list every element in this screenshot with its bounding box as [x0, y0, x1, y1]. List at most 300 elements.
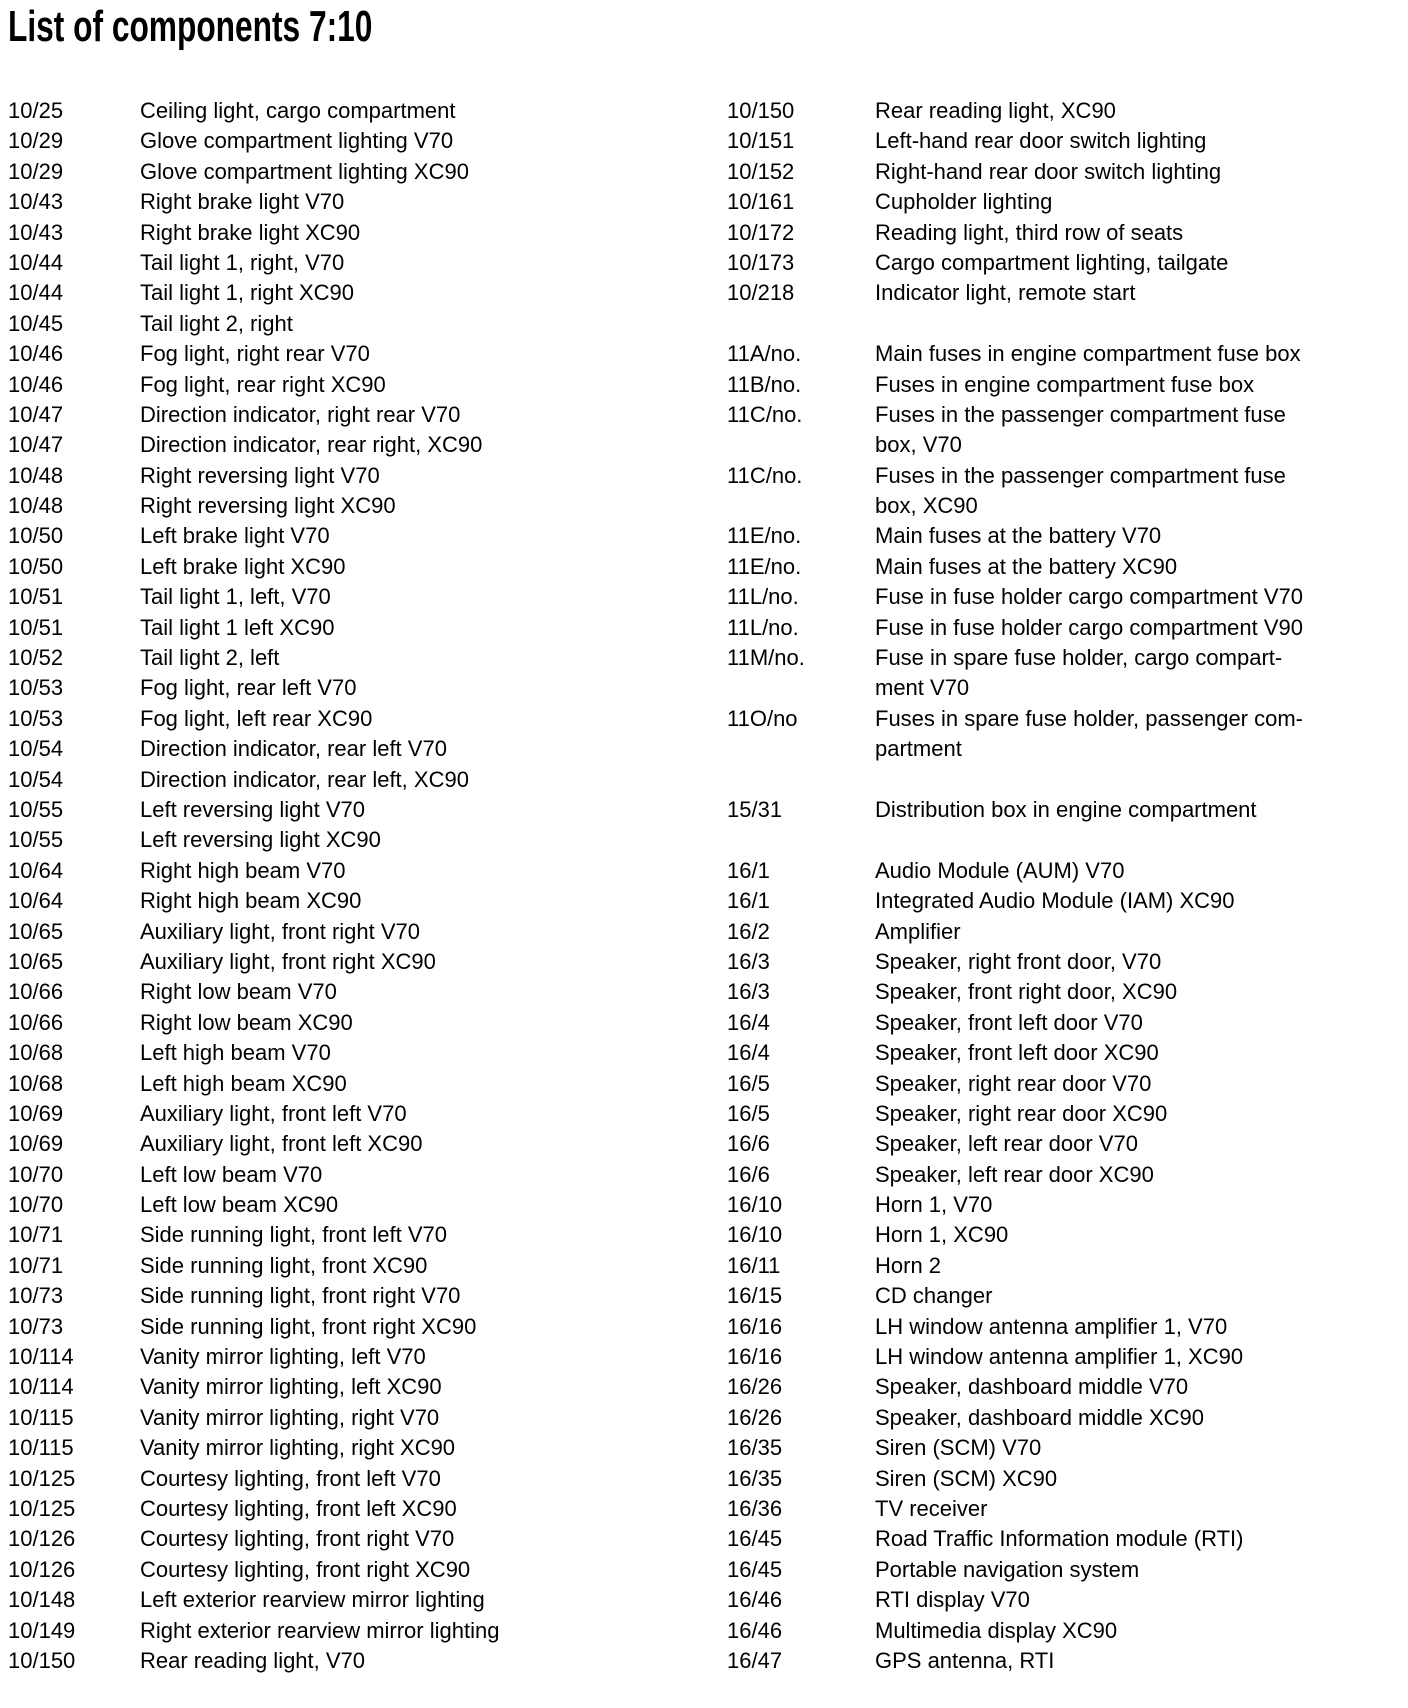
component-description: Speaker, front left door XC90	[875, 1040, 1159, 1066]
component-code: 10/172	[727, 219, 795, 245]
component-code: 10/45	[8, 310, 64, 336]
component-description: Distribution box in engine compartment	[875, 796, 1257, 822]
component-code: 16/11	[727, 1252, 781, 1278]
component-row	[727, 461, 1303, 491]
component-code: 11E/no.	[727, 553, 802, 579]
component-code: 10/173	[727, 249, 795, 275]
component-description: Left brake light V70	[140, 523, 330, 549]
component-description: Ceiling light, cargo compartment	[140, 98, 456, 123]
component-row	[8, 491, 499, 521]
component-description: Direction indicator, rear right, XC90	[140, 432, 483, 458]
component-row	[8, 1220, 499, 1250]
component-code: 10/29	[8, 128, 64, 154]
component-description: Side running light, front right V70	[140, 1283, 461, 1309]
component-code: 11L/no.	[727, 614, 799, 640]
component-description: Main fuses at the battery V70	[875, 523, 1162, 549]
component-code: 10/65	[8, 948, 64, 974]
component-row	[8, 582, 499, 612]
component-code: 10/65	[8, 918, 64, 944]
component-code: 16/1	[727, 857, 770, 883]
blank-row	[727, 309, 1303, 339]
component-row	[8, 1585, 499, 1615]
component-code: 16/5	[727, 1100, 770, 1126]
component-code: 10/50	[8, 523, 64, 549]
component-row	[8, 1251, 499, 1281]
component-code: 10/43	[8, 219, 64, 245]
component-description: Courtesy lighting, front right XC90	[140, 1556, 471, 1582]
component-row	[8, 187, 499, 217]
component-row	[8, 1312, 499, 1342]
component-description: LH window antenna amplifier 1, XC90	[875, 1344, 1244, 1370]
component-description: Cupholder lighting	[875, 189, 1053, 215]
component-description: Side running light, front XC90	[140, 1252, 428, 1278]
component-list-left-column	[8, 96, 499, 1676]
component-description: Speaker, right rear door XC90	[875, 1100, 1168, 1126]
component-description: Right high beam V70	[140, 857, 346, 883]
component-code: 10/71	[8, 1222, 64, 1248]
component-description: Speaker, left rear door V70	[875, 1131, 1138, 1157]
component-description: Fuses in the passenger compartment fuse	[875, 462, 1286, 488]
component-code: 10/218	[727, 280, 795, 306]
component-row	[8, 461, 499, 491]
component-description: Tail light 2, left	[140, 645, 280, 671]
component-row	[8, 126, 499, 156]
component-code: 10/29	[8, 158, 64, 184]
component-row	[8, 734, 499, 764]
component-description: GPS antenna, RTI	[875, 1647, 1055, 1673]
component-description: Left high beam XC90	[140, 1070, 347, 1096]
component-description: Cargo compartment lighting, tailgate	[875, 249, 1229, 275]
component-description: Horn 2	[875, 1252, 942, 1278]
component-code: 16/2	[727, 918, 770, 944]
component-row	[727, 1433, 1303, 1463]
component-description: Siren (SCM) V70	[875, 1435, 1042, 1461]
component-description: Horn 1, V70	[875, 1192, 993, 1218]
component-description: Left brake light XC90	[140, 553, 346, 579]
component-row	[8, 1008, 499, 1038]
component-row	[8, 947, 499, 977]
component-description: Courtesy lighting, front left XC90	[140, 1495, 457, 1521]
component-description: Integrated Audio Module (IAM) XC90	[875, 888, 1235, 914]
component-code: 10/114	[8, 1374, 74, 1400]
component-code: 16/4	[727, 1040, 770, 1066]
component-row	[727, 278, 1303, 308]
component-description: Courtesy lighting, front left V70	[140, 1465, 441, 1491]
component-description: Right reversing light XC90	[140, 493, 396, 519]
component-code: 10/126	[8, 1556, 76, 1582]
component-code: 11B/no.	[727, 371, 802, 397]
component-description: Auxiliary light, front left XC90	[140, 1131, 423, 1157]
component-row	[727, 1069, 1303, 1099]
component-description: Fuses in spare fuse holder, passenger com-	[875, 705, 1304, 731]
component-description: Left exterior rearview mirror lighting	[140, 1587, 485, 1613]
blank-row	[727, 765, 1303, 795]
component-list-right-column	[727, 96, 1303, 1676]
component-code: 10/50	[8, 553, 64, 579]
page-title: List of components 7:10	[8, 2, 373, 51]
component-row	[8, 1372, 499, 1402]
component-code: 10/152	[727, 158, 795, 184]
component-row	[8, 552, 499, 582]
component-code: 10/44	[8, 249, 64, 275]
component-row	[8, 1524, 499, 1554]
component-code: 16/16	[727, 1313, 783, 1339]
component-row	[8, 521, 499, 551]
component-description: Tail light 2, right	[140, 310, 293, 336]
component-description: Direction indicator, right rear V70	[140, 401, 461, 427]
component-code: 11O/no	[727, 705, 798, 731]
component-row	[8, 1342, 499, 1372]
component-code: 10/70	[8, 1161, 64, 1187]
component-description: Amplifier	[875, 918, 961, 944]
component-code: 16/45	[727, 1526, 783, 1552]
component-description: Fuses in engine compartment fuse box	[875, 371, 1255, 397]
component-row	[727, 704, 1303, 734]
component-code: 10/46	[8, 371, 64, 397]
component-row	[727, 643, 1303, 673]
component-row	[727, 1190, 1303, 1220]
component-code: 16/36	[727, 1495, 783, 1521]
component-row	[8, 1190, 499, 1220]
component-code: 16/3	[727, 948, 770, 974]
component-description: Audio Module (AUM) V70	[875, 857, 1125, 883]
component-code: 16/16	[727, 1344, 783, 1370]
component-row	[8, 400, 499, 430]
component-description: Right brake light V70	[140, 189, 345, 215]
component-description: Speaker, front right door, XC90	[875, 979, 1178, 1005]
component-description: Rear reading light, XC90	[875, 98, 1116, 123]
component-code: 10/44	[8, 280, 64, 306]
component-row	[8, 96, 499, 126]
component-code: 10/114	[8, 1344, 74, 1370]
component-code: 10/73	[8, 1313, 64, 1339]
component-description: Side running light, front left V70	[140, 1222, 447, 1248]
component-code: 10/43	[8, 189, 64, 215]
component-description: Left reversing light V70	[140, 796, 366, 822]
component-code: 16/6	[727, 1161, 770, 1187]
blank-row	[727, 825, 1303, 855]
component-description: Right-hand rear door switch lighting	[875, 158, 1222, 184]
component-code: 10/54	[8, 766, 64, 792]
component-description: ment V70	[875, 675, 970, 701]
component-description: Vanity mirror lighting, right V70	[140, 1404, 440, 1430]
component-code: 10/47	[8, 432, 64, 458]
component-description: Speaker, front left door V70	[875, 1009, 1143, 1035]
component-row	[727, 1129, 1303, 1159]
component-row	[727, 552, 1303, 582]
component-row	[8, 1038, 499, 1068]
component-description: Main fuses in engine compartment fuse box	[875, 341, 1301, 367]
component-code: 16/1	[727, 888, 770, 914]
component-code: 10/51	[8, 614, 64, 640]
component-row	[727, 370, 1303, 400]
component-row	[727, 400, 1303, 430]
component-row	[8, 1160, 499, 1190]
component-row	[727, 613, 1303, 643]
component-row	[8, 765, 499, 795]
component-description: Multimedia display XC90	[875, 1617, 1118, 1643]
component-code: 10/125	[8, 1465, 76, 1491]
component-description: Speaker, right rear door V70	[875, 1070, 1152, 1096]
component-description: Auxiliary light, front right XC90	[140, 948, 436, 974]
component-row	[8, 1069, 499, 1099]
component-code: 16/45	[727, 1556, 783, 1582]
component-code: 16/47	[727, 1647, 783, 1673]
component-row	[8, 218, 499, 248]
component-code: 10/126	[8, 1526, 76, 1552]
component-code: 16/5	[727, 1070, 770, 1096]
component-row	[727, 1099, 1303, 1129]
component-description: Siren (SCM) XC90	[875, 1465, 1058, 1491]
component-row	[727, 339, 1303, 369]
component-row	[727, 1403, 1303, 1433]
component-row	[8, 825, 499, 855]
component-row	[8, 1646, 499, 1676]
component-row	[8, 1494, 499, 1524]
component-code: 10/52	[8, 645, 64, 671]
component-row	[8, 1555, 499, 1585]
component-code: 16/10	[727, 1222, 783, 1248]
component-code: 11L/no.	[727, 584, 799, 610]
component-description: Fog light, right rear V70	[140, 341, 370, 367]
component-description: Tail light 1, right, V70	[140, 249, 345, 275]
component-code: 10/69	[8, 1100, 64, 1126]
component-code: 11A/no.	[727, 341, 802, 367]
component-row	[727, 1038, 1303, 1068]
component-row	[8, 1099, 499, 1129]
component-row	[727, 96, 1303, 126]
component-code: 10/151	[727, 128, 795, 154]
component-code: 16/6	[727, 1131, 770, 1157]
component-description: LH window antenna amplifier 1, V70	[875, 1313, 1228, 1339]
component-description: Left high beam V70	[140, 1040, 331, 1066]
component-description: partment	[875, 736, 962, 762]
component-description: Glove compartment lighting V70	[140, 128, 454, 154]
component-row	[727, 1008, 1303, 1038]
component-row	[8, 613, 499, 643]
component-row	[727, 1646, 1303, 1676]
component-row	[727, 886, 1303, 916]
component-row	[727, 1220, 1303, 1250]
component-row	[8, 1464, 499, 1494]
component-code: 11E/no.	[727, 523, 802, 549]
component-row	[8, 886, 499, 916]
component-code: 16/15	[727, 1283, 783, 1309]
component-description: Left-hand rear door switch lighting	[875, 128, 1207, 154]
component-row	[8, 795, 499, 825]
component-description: Horn 1, XC90	[875, 1222, 1009, 1248]
component-description: Fuse in fuse holder cargo compartment V90	[875, 614, 1304, 640]
component-description: Right brake light XC90	[140, 219, 361, 245]
component-code: 10/71	[8, 1252, 64, 1278]
component-description: Main fuses at the battery XC90	[875, 553, 1178, 579]
component-code: 16/10	[727, 1192, 783, 1218]
component-code: 15/31	[727, 796, 783, 822]
component-description: Vanity mirror lighting, left V70	[140, 1344, 426, 1370]
component-row	[8, 339, 499, 369]
component-description: Tail light 1 left XC90	[140, 614, 335, 640]
component-row	[727, 1494, 1303, 1524]
component-code: 16/35	[727, 1465, 783, 1491]
component-row	[727, 491, 1303, 521]
component-description: Vanity mirror lighting, left XC90	[140, 1374, 442, 1400]
component-description: Tail light 1, left, V70	[140, 584, 331, 610]
component-description: Courtesy lighting, front right V70	[140, 1526, 455, 1552]
component-code: 10/46	[8, 341, 64, 367]
component-row	[727, 582, 1303, 612]
component-description: Fog light, rear left V70	[140, 675, 357, 701]
component-description: Fuse in spare fuse holder, cargo compart-	[875, 645, 1283, 671]
component-row	[8, 673, 499, 703]
component-row	[727, 248, 1303, 278]
component-row	[8, 1403, 499, 1433]
component-row	[727, 1464, 1303, 1494]
component-row	[727, 673, 1303, 703]
component-description: Right low beam V70	[140, 979, 337, 1005]
component-row	[8, 1129, 499, 1159]
component-code: 10/55	[8, 796, 64, 822]
component-description: Direction indicator, rear left V70	[140, 736, 447, 762]
component-row	[8, 157, 499, 187]
component-description: Auxiliary light, front left V70	[140, 1100, 407, 1126]
component-code: 10/73	[8, 1283, 64, 1309]
component-row	[8, 704, 499, 734]
component-row	[727, 917, 1303, 947]
component-description: Right reversing light V70	[140, 462, 380, 488]
component-description: RTI display V70	[875, 1587, 1030, 1613]
component-row	[727, 977, 1303, 1007]
component-row	[727, 795, 1303, 825]
component-code: 11M/no.	[727, 645, 805, 671]
component-row	[727, 187, 1303, 217]
component-code: 16/3	[727, 979, 770, 1005]
component-row	[8, 643, 499, 673]
component-code: 10/47	[8, 401, 64, 427]
component-description: Tail light 1, right XC90	[140, 280, 354, 306]
component-row	[727, 1342, 1303, 1372]
component-description: Direction indicator, rear left, XC90	[140, 766, 469, 792]
component-code: 10/148	[8, 1587, 76, 1613]
component-description: Fuses in the passenger compartment fuse	[875, 401, 1286, 427]
component-row	[727, 947, 1303, 977]
component-code: 10/53	[8, 675, 64, 701]
component-description: TV receiver	[875, 1495, 988, 1521]
component-row	[727, 734, 1303, 764]
component-row	[727, 856, 1303, 886]
component-row	[727, 157, 1303, 187]
component-code: 11C/no.	[727, 462, 803, 488]
component-row	[8, 309, 499, 339]
component-row	[8, 856, 499, 886]
component-description: box, V70	[875, 432, 962, 458]
component-row	[727, 1160, 1303, 1190]
component-code: 16/26	[727, 1404, 783, 1430]
component-code: 10/150	[727, 98, 795, 123]
component-row	[8, 917, 499, 947]
component-code: 10/64	[8, 857, 64, 883]
component-code: 10/115	[8, 1404, 74, 1430]
component-row	[8, 430, 499, 460]
component-row	[727, 1524, 1303, 1554]
component-description: CD changer	[875, 1283, 993, 1309]
component-description: Left reversing light XC90	[140, 827, 381, 853]
component-code: 10/115	[8, 1435, 74, 1461]
component-code: 16/46	[727, 1587, 783, 1613]
component-code: 10/68	[8, 1070, 64, 1096]
component-code: 16/46	[727, 1617, 783, 1643]
component-row	[727, 1251, 1303, 1281]
component-code: 10/48	[8, 493, 64, 519]
component-description: Speaker, right front door, V70	[875, 948, 1162, 974]
component-code: 10/70	[8, 1192, 64, 1218]
component-row	[8, 1281, 499, 1311]
component-description: Speaker, left rear door XC90	[875, 1161, 1154, 1187]
component-code: 10/64	[8, 888, 64, 914]
component-description: Fuse in fuse holder cargo compartment V70	[875, 584, 1304, 610]
component-description: Rear reading light, V70	[140, 1647, 366, 1673]
component-row	[8, 977, 499, 1007]
component-row	[8, 370, 499, 400]
component-description: box, XC90	[875, 493, 978, 519]
component-row	[727, 126, 1303, 156]
component-code: 10/68	[8, 1040, 64, 1066]
component-description: Left low beam V70	[140, 1161, 323, 1187]
component-description: Fog light, left rear XC90	[140, 705, 373, 731]
component-row	[727, 1312, 1303, 1342]
component-code: 10/55	[8, 827, 64, 853]
component-description: Right exterior rearview mirror lighting	[140, 1617, 500, 1643]
component-row	[727, 1555, 1303, 1585]
component-description: Portable navigation system	[875, 1556, 1140, 1582]
component-code: 10/149	[8, 1617, 76, 1643]
component-row	[8, 278, 499, 308]
component-description: Left low beam XC90	[140, 1192, 339, 1218]
component-code: 10/51	[8, 584, 64, 610]
component-code: 10/48	[8, 462, 64, 488]
component-code: 16/4	[727, 1009, 770, 1035]
component-description: Glove compartment lighting XC90	[140, 158, 469, 184]
component-description: Auxiliary light, front right V70	[140, 918, 421, 944]
component-code: 10/161	[727, 189, 795, 215]
component-description: Side running light, front right XC90	[140, 1313, 477, 1339]
component-description: Fog light, rear right XC90	[140, 371, 386, 397]
component-code: 16/35	[727, 1435, 783, 1461]
component-row	[727, 1585, 1303, 1615]
component-code: 10/66	[8, 979, 64, 1005]
component-row	[8, 1433, 499, 1463]
component-row	[727, 521, 1303, 551]
component-row	[8, 248, 499, 278]
component-code: 10/125	[8, 1495, 76, 1521]
component-code: 10/53	[8, 705, 64, 731]
component-description: Reading light, third row of seats	[875, 219, 1184, 245]
component-description: Speaker, dashboard middle XC90	[875, 1404, 1204, 1430]
component-description: Road Traffic Information module (RTI)	[875, 1526, 1244, 1552]
component-description: Indicator light, remote start	[875, 280, 1136, 306]
component-description: Speaker, dashboard middle V70	[875, 1374, 1189, 1400]
component-code: 10/150	[8, 1647, 76, 1673]
component-row	[727, 1281, 1303, 1311]
component-code: 10/25	[8, 98, 64, 123]
component-row	[727, 430, 1303, 460]
component-description: Right low beam XC90	[140, 1009, 353, 1035]
component-description: Vanity mirror lighting, right XC90	[140, 1435, 456, 1461]
component-code: 10/69	[8, 1131, 64, 1157]
component-row	[727, 1616, 1303, 1646]
component-row	[727, 1372, 1303, 1402]
component-code: 16/26	[727, 1374, 783, 1400]
component-row	[8, 1616, 499, 1646]
